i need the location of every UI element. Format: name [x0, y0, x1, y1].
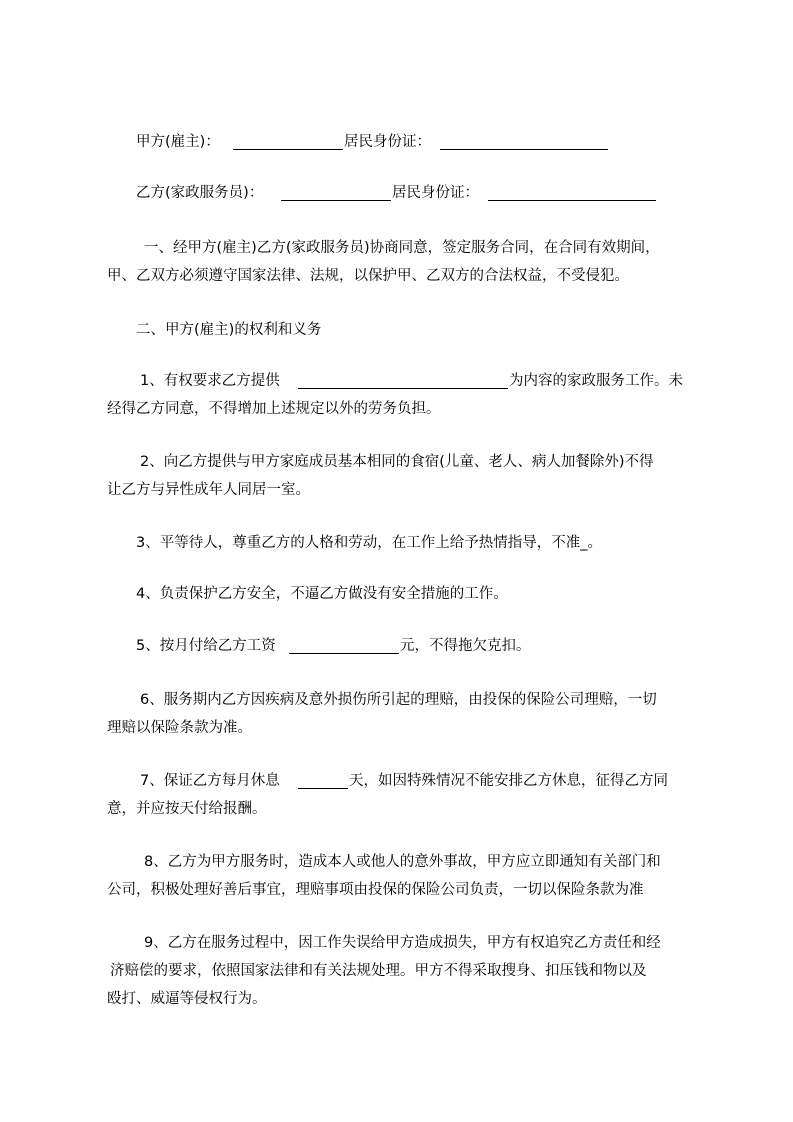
item2-text-1: 2、向乙方提供与甲方家庭成员基本相同的食宿(儿童、老人、病人加餐除外)不得	[140, 454, 654, 470]
party-b-label: 乙方(家政服务员)：	[136, 185, 264, 201]
item7-suffix: 天，如因特殊情况不能安排乙方休息，征得乙方同	[349, 773, 668, 789]
item1-prefix: 1、有权要求乙方提供	[140, 373, 280, 389]
section2-heading-text: 二、甲方(雇主)的权利和义务	[136, 322, 322, 338]
party-b-name-blank[interactable]	[281, 186, 391, 201]
party-b-id-blank[interactable]	[488, 186, 656, 201]
item3-text-1: 3、平等待人，尊重乙方的人格和劳动，在工作上给予热情指导，不准_。	[136, 535, 602, 551]
section1-text-2: 甲、乙双方必须遵守国家法律、法规，以保护甲、乙双方的合法权益，不受侵犯。	[107, 268, 629, 284]
party-a-id-blank[interactable]	[440, 135, 608, 150]
item1-suffix: 为内容的家政服务工作。未	[509, 373, 683, 389]
item6-text-2: 理赔以保险条款为准。	[107, 720, 252, 736]
item2-text-2: 让乙方与异性成年人同居一室。	[107, 482, 310, 498]
item7-text-2: 意，并应按天付给报酬。	[107, 801, 267, 817]
party-a-id-label: 居民身份证：	[344, 134, 431, 150]
item9-text-1: 9、乙方在服务过程中，因工作失误给甲方造成损失，甲方有权追究乙方责任和经	[144, 935, 661, 951]
item1-service-blank[interactable]	[298, 374, 508, 389]
item8-text-2: 公司，积极处理好善后事宜，理赔事项由投保的保险公司负责，一切以保险条款为准	[107, 882, 644, 898]
item9-text-3: 殴打、威逼等侵权行为。	[107, 991, 267, 1007]
item7-prefix: 7、保证乙方每月休息	[140, 773, 280, 789]
party-a-name-blank[interactable]	[233, 135, 343, 150]
item8-text-1: 8、乙方为甲方服务时，造成本人或他人的意外事故，甲方应立即通知有关部门和	[144, 854, 661, 870]
item5-prefix: 5、按月付给乙方工资	[136, 638, 276, 654]
item7-days-blank[interactable]	[298, 774, 348, 789]
party-b-id-label: 居民身份证：	[392, 185, 479, 201]
item5-salary-blank[interactable]	[289, 639, 399, 654]
item1-text-2: 经得乙方同意，不得增加上述规定以外的劳务负担。	[107, 401, 441, 417]
item9-text-2: 济赔偿的要求，依照国家法律和有关法规处理。甲方不得采取搜身、扣压钱和物以及	[110, 963, 647, 979]
section1-text-1: 一、经甲方(雇主)乙方(家政服务员)协商同意，签定服务合同，在合同有效期间，	[144, 240, 660, 256]
item4-text-1: 4、负责保护乙方安全，不逼乙方做没有安全措施的工作。	[136, 586, 508, 602]
item6-text-1: 6、服务期内乙方因疾病及意外损伤所引起的理赔，由投保的保险公司理赔，一切	[140, 692, 657, 708]
item5-suffix: 元，不得拖欠克扣。	[400, 638, 531, 654]
party-a-label: 甲方(雇主)：	[136, 134, 220, 150]
